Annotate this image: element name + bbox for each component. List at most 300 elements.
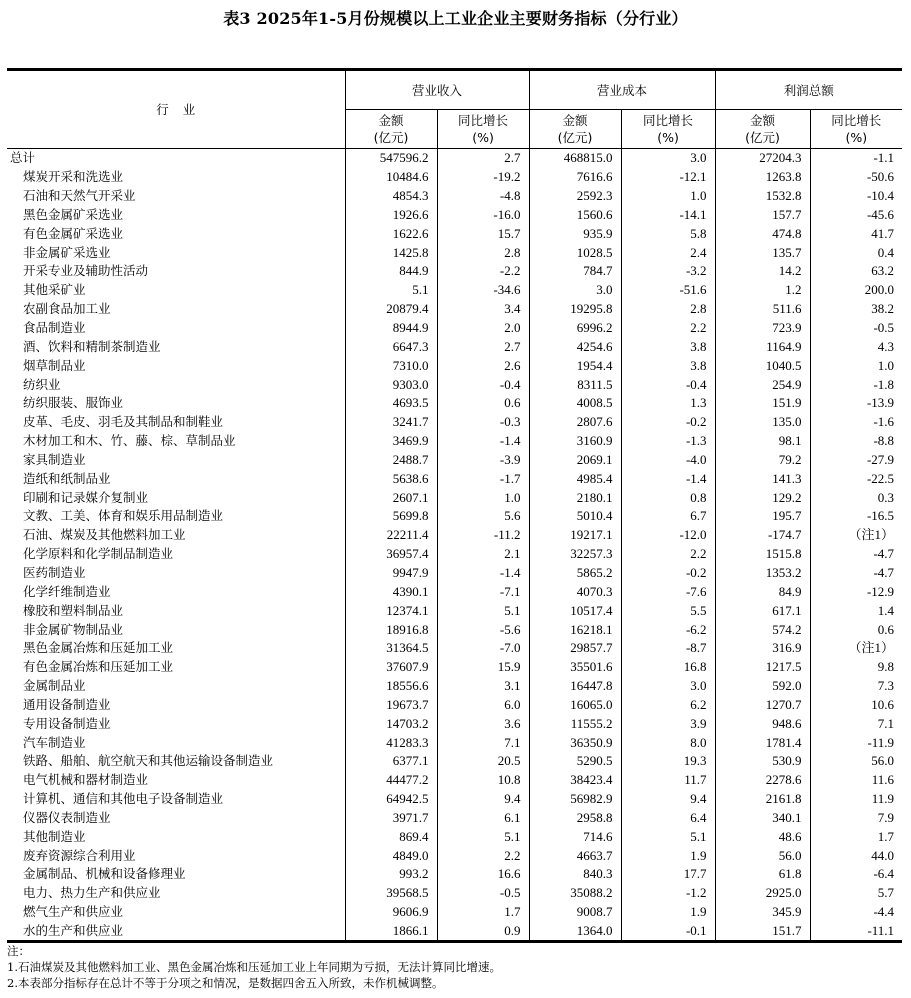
revenue-amount-cell: 5.1 [345,281,437,300]
revenue-growth-cell: 2.1 [437,545,529,564]
revenue-growth-cell: 5.6 [437,507,529,526]
cost-amount-cell: 1364.0 [529,922,621,942]
industry-name: 计算机、通信和其他电子设备制造业 [23,791,224,807]
cost-growth-cell: -0.4 [621,375,715,394]
profit-growth-cell: 11.6 [810,771,902,790]
revenue-growth-cell: 2.0 [437,319,529,338]
profit-amount-cell: 195.7 [715,507,810,526]
cost-amount-cell: 5010.4 [529,507,621,526]
table-row [7,582,902,601]
revenue-amount-cell: 8944.9 [345,319,437,338]
revenue-growth-cell: 5.1 [437,827,529,846]
profit-growth-cell: 38.2 [810,300,902,319]
profit-amount-cell: 1270.7 [715,695,810,714]
revenue-amount-cell: 1926.6 [345,206,437,225]
table-row [7,714,902,733]
revenue-amount-cell: 869.4 [345,827,437,846]
table-row [7,375,902,394]
table-row [7,620,902,639]
profit-amount-cell: 1353.2 [715,564,810,583]
cost-amount-cell: 1028.5 [529,243,621,262]
profit-amount-cell: 79.2 [715,451,810,470]
profit-amount-cell: 84.9 [715,582,810,601]
revenue-amount-cell: 1866.1 [345,922,437,942]
cost-growth-cell: 3.0 [621,677,715,696]
profit-amount-cell: 151.9 [715,394,810,413]
industry-name: 化学原料和化学制品制造业 [23,546,174,562]
revenue-amount-cell: 4849.0 [345,846,437,865]
revenue-amount-cell: 20879.4 [345,300,437,319]
profit-growth-cell: -10.4 [810,187,902,206]
revenue-amount-cell: 1622.6 [345,224,437,243]
industry-name: 铁路、船舶、航空航天和其他运输设备制造业 [23,753,274,769]
table-row [7,752,902,771]
profit-growth-cell: 63.2 [810,262,902,281]
industry-name: 黑色金属矿采选业 [23,206,124,222]
profit-growth-cell: 44.0 [810,846,902,865]
cost-growth-cell: -12.1 [621,168,715,187]
table-body [7,149,902,942]
cost-growth-cell: -12.0 [621,526,715,545]
cost-amount-cell: 5290.5 [529,752,621,771]
profit-amount-cell: 157.7 [715,206,810,225]
profit-growth-cell: 4.3 [810,337,902,356]
cost-growth-cell: 2.8 [621,300,715,319]
table-row [7,432,902,451]
cost-amount-cell: 16065.0 [529,695,621,714]
profit-amount-cell: 1781.4 [715,733,810,752]
industry-name: 化学纤维制造业 [23,583,111,599]
cost-amount-cell: 10517.4 [529,601,621,620]
table-row [7,601,902,620]
note-2: 2.本表部分指标存在总计不等于分项之和情况，是数据四舍五入所致，未作机械调整。 [7,976,444,990]
cost-growth-cell: -1.4 [621,469,715,488]
cost-growth-cell: 0.8 [621,488,715,507]
cost-growth-cell: -1.3 [621,432,715,451]
table-row [7,695,902,714]
revenue-growth-cell: 1.7 [437,903,529,922]
profit-amount-cell: 617.1 [715,601,810,620]
cost-growth-cell: -3.2 [621,262,715,281]
table-row [7,790,902,809]
profit-amount-cell: 2925.0 [715,884,810,903]
profit-growth-cell: -4.7 [810,564,902,583]
profit-growth-cell: -11.9 [810,733,902,752]
revenue-amount-cell: 3971.7 [345,809,437,828]
revenue-amount-cell: 5699.8 [345,507,437,526]
revenue-amount-cell: 4390.1 [345,582,437,601]
profit-amount-cell: 1515.8 [715,545,810,564]
cost-growth-cell: 6.7 [621,507,715,526]
cost-amount-cell: 8311.5 [529,375,621,394]
industry-name: 橡胶和塑料制品业 [23,602,124,618]
cost-amount-cell: 840.3 [529,865,621,884]
revenue-growth-cell: -5.6 [437,620,529,639]
profit-amount-cell: 1217.5 [715,658,810,677]
cost-amount-cell: 38423.4 [529,771,621,790]
profit-amount-cell: 723.9 [715,319,810,338]
cost-growth-cell: -4.0 [621,451,715,470]
cost-amount-cell: 11555.2 [529,714,621,733]
revenue-growth-cell: 7.1 [437,733,529,752]
profit-amount-cell: 129.2 [715,488,810,507]
cost-amount-cell: 714.6 [529,827,621,846]
revenue-growth-cell: -3.9 [437,451,529,470]
industry-name: 石油、煤炭及其他燃料加工业 [23,527,186,543]
profit-growth-cell: -0.5 [810,319,902,338]
industry-name: 金属制品、机械和设备修理业 [23,866,186,882]
profit-growth-cell: -1.8 [810,375,902,394]
revenue-growth-cell: -1.7 [437,469,529,488]
table-row [7,168,902,187]
table-row [7,545,902,564]
cost-growth-cell: -6.2 [621,620,715,639]
cost-amount-cell: 9008.7 [529,903,621,922]
cost-amount-cell: 35088.2 [529,884,621,903]
revenue-amount-cell: 5638.6 [345,469,437,488]
cost-growth-cell: 2.4 [621,243,715,262]
industry-name: 造纸和纸制品业 [23,470,111,486]
revenue-amount-cell: 18556.6 [345,677,437,696]
cost-growth-cell: -8.7 [621,639,715,658]
cost-amount-cell: 468815.0 [529,149,621,168]
revenue-growth-cell: 2.2 [437,846,529,865]
profit-amount-cell: 340.1 [715,809,810,828]
table-row [7,469,902,488]
revenue-growth-cell: 2.7 [437,149,529,168]
profit-amount-cell: 135.0 [715,413,810,432]
revenue-growth-cell: -0.4 [437,375,529,394]
table-row [7,187,902,206]
note-1: 1.石油煤炭及其他燃料加工业、黑色金属冶炼和压延加工业上年同期为亏损，无法计算同比增速。 [7,960,501,974]
industry-name: 开采专业及辅助性活动 [23,263,149,279]
cost-amount-cell: 6996.2 [529,319,621,338]
profit-amount-cell: 1040.5 [715,356,810,375]
table-row [7,300,902,319]
cost-amount-cell: 2958.8 [529,809,621,828]
revenue-amount-cell: 4693.5 [345,394,437,413]
cost-amount-cell: 36350.9 [529,733,621,752]
profit-amount-cell: 316.9 [715,639,810,658]
revenue-growth-cell: 3.1 [437,677,529,696]
table-row [7,281,902,300]
revenue-growth-cell: 10.8 [437,771,529,790]
table-row [7,922,902,942]
revenue-growth-cell: 1.0 [437,488,529,507]
revenue-growth-cell: -2.2 [437,262,529,281]
cost-amount-cell: 3.0 [529,281,621,300]
profit-amount-cell: 2278.6 [715,771,810,790]
table-row [7,639,902,658]
industry-name: 总计 [10,150,36,166]
profit-amount-cell: 948.6 [715,714,810,733]
profit-growth-cell: 7.1 [810,714,902,733]
table-row [7,262,902,281]
revenue-growth-cell: 16.6 [437,865,529,884]
table-row [7,488,902,507]
table-row [7,337,902,356]
cost-growth-cell: 11.7 [621,771,715,790]
cost-growth-cell: 19.3 [621,752,715,771]
profit-growth-cell: 10.6 [810,695,902,714]
revenue-amount-cell: 6377.1 [345,752,437,771]
revenue-growth-cell: -4.8 [437,187,529,206]
industry-name: 纺织服装、服饰业 [23,395,124,411]
cost-growth-cell: 2.2 [621,319,715,338]
revenue-amount-cell: 22211.4 [345,526,437,545]
cost-amount-cell: 1560.6 [529,206,621,225]
revenue-amount-cell: 19673.7 [345,695,437,714]
cost-amount-cell: 4254.6 [529,337,621,356]
industry-name: 专用设备制造业 [23,715,111,731]
header-cost-growth: 同比增长 (%) [621,110,715,149]
profit-amount-cell: 135.7 [715,243,810,262]
cost-growth-cell: 1.9 [621,903,715,922]
cost-growth-cell: 3.9 [621,714,715,733]
revenue-amount-cell: 3469.9 [345,432,437,451]
industry-name: 非金属矿物制品业 [23,621,124,637]
profit-amount-cell: 151.7 [715,922,810,942]
profit-growth-cell: 200.0 [810,281,902,300]
revenue-growth-cell: -1.4 [437,564,529,583]
revenue-amount-cell: 844.9 [345,262,437,281]
industry-name: 烟草制品业 [23,357,86,373]
profit-amount-cell: 574.2 [715,620,810,639]
cost-growth-cell: -51.6 [621,281,715,300]
revenue-growth-cell: 6.0 [437,695,529,714]
header-revenue: 营业收入 [345,70,529,110]
revenue-growth-cell: -7.0 [437,639,529,658]
header-profit-growth: 同比增长 (%) [810,110,902,149]
profit-growth-cell: -4.7 [810,545,902,564]
cost-growth-cell: 5.5 [621,601,715,620]
revenue-amount-cell: 2488.7 [345,451,437,470]
revenue-amount-cell: 31364.5 [345,639,437,658]
header-revenue-growth: 同比增长 (%) [437,110,529,149]
profit-amount-cell: 56.0 [715,846,810,865]
revenue-growth-cell: 2.6 [437,356,529,375]
industry-name: 农副食品加工业 [23,301,111,317]
table-row [7,771,902,790]
table-row [7,394,902,413]
revenue-amount-cell: 3241.7 [345,413,437,432]
cost-growth-cell: 8.0 [621,733,715,752]
profit-growth-cell: -4.4 [810,903,902,922]
revenue-growth-cell: -7.1 [437,582,529,601]
profit-growth-cell: -1.6 [810,413,902,432]
cost-amount-cell: 16218.1 [529,620,621,639]
revenue-growth-cell: -16.0 [437,206,529,225]
cost-growth-cell: -1.2 [621,884,715,903]
profit-amount-cell: 1.2 [715,281,810,300]
revenue-amount-cell: 41283.3 [345,733,437,752]
header-cost: 营业成本 [529,70,715,110]
profit-amount-cell: 1164.9 [715,337,810,356]
cost-amount-cell: 2069.1 [529,451,621,470]
cost-amount-cell: 935.9 [529,224,621,243]
table-row [7,846,902,865]
industry-name: 电气机械和器材制造业 [23,772,149,788]
profit-amount-cell: 27204.3 [715,149,810,168]
profit-amount-cell: 1263.8 [715,168,810,187]
revenue-amount-cell: 37607.9 [345,658,437,677]
revenue-growth-cell: 0.9 [437,922,529,942]
revenue-growth-cell: 2.7 [437,337,529,356]
table-row [7,733,902,752]
cost-growth-cell: 17.7 [621,865,715,884]
cost-amount-cell: 2807.6 [529,413,621,432]
cost-growth-cell: 1.3 [621,394,715,413]
industry-name: 黑色金属冶炼和压延加工业 [23,640,174,656]
profit-growth-cell: 5.7 [810,884,902,903]
header-cost-amount: 金额 (亿元) [529,110,621,149]
industry-name: 非金属矿采选业 [23,244,111,260]
profit-growth-cell: -12.9 [810,582,902,601]
header-profit-amount: 金额 (亿元) [715,110,810,149]
footnotes [7,943,501,991]
industry-name: 汽车制造业 [23,734,86,750]
cost-growth-cell: 1.9 [621,846,715,865]
revenue-amount-cell: 4854.3 [345,187,437,206]
revenue-amount-cell: 64942.5 [345,790,437,809]
cost-growth-cell: -0.2 [621,564,715,583]
profit-growth-cell: -6.4 [810,865,902,884]
header-profit: 利润总额 [715,70,902,110]
revenue-growth-cell: 3.4 [437,300,529,319]
cost-growth-cell: 16.8 [621,658,715,677]
cost-growth-cell: -0.1 [621,922,715,942]
profit-growth-cell: -16.5 [810,507,902,526]
profit-amount-cell: 141.3 [715,469,810,488]
revenue-amount-cell: 547596.2 [345,149,437,168]
industry-name: 文教、工美、体育和娱乐用品制造业 [23,508,224,524]
industry-name: 煤炭开采和洗选业 [23,169,124,185]
cost-amount-cell: 1954.4 [529,356,621,375]
revenue-growth-cell: 3.6 [437,714,529,733]
industry-name: 通用设备制造业 [23,696,111,712]
table-row [7,903,902,922]
revenue-amount-cell: 44477.2 [345,771,437,790]
revenue-growth-cell: -34.6 [437,281,529,300]
table-row [7,658,902,677]
industry-name: 仪器仪表制造业 [23,809,111,825]
revenue-growth-cell: 15.7 [437,224,529,243]
profit-growth-cell: 7.9 [810,809,902,828]
financial-indicators-table [7,68,902,943]
revenue-amount-cell: 10484.6 [345,168,437,187]
profit-growth-cell: 1.7 [810,827,902,846]
revenue-amount-cell: 6647.3 [345,337,437,356]
profit-growth-cell: -13.9 [810,394,902,413]
revenue-amount-cell: 9947.9 [345,564,437,583]
industry-name: 石油和天然气开采业 [23,188,136,204]
industry-name: 电力、热力生产和供应业 [23,885,161,901]
cost-growth-cell: 6.2 [621,695,715,714]
profit-growth-cell: （注1） [810,526,902,545]
cost-amount-cell: 19295.8 [529,300,621,319]
industry-name: 其他制造业 [23,828,86,844]
table-row-total [7,149,902,168]
table-row [7,206,902,225]
cost-amount-cell: 5865.2 [529,564,621,583]
cost-amount-cell: 16447.8 [529,677,621,696]
industry-name: 金属制品业 [23,678,86,694]
profit-amount-cell: 592.0 [715,677,810,696]
revenue-amount-cell: 12374.1 [345,601,437,620]
profit-growth-cell: -8.8 [810,432,902,451]
profit-growth-cell: 0.6 [810,620,902,639]
industry-name: 有色金属冶炼和压延加工业 [23,659,174,675]
revenue-growth-cell: 2.8 [437,243,529,262]
profit-amount-cell: 14.2 [715,262,810,281]
profit-growth-cell: 1.4 [810,601,902,620]
industry-name: 其他采矿业 [23,282,86,298]
revenue-amount-cell: 9303.0 [345,375,437,394]
table-row [7,243,902,262]
cost-growth-cell: -7.6 [621,582,715,601]
revenue-amount-cell: 993.2 [345,865,437,884]
cost-amount-cell: 35501.6 [529,658,621,677]
table-row [7,319,902,338]
profit-growth-cell: -27.9 [810,451,902,470]
table-row [7,224,902,243]
profit-growth-cell: 1.0 [810,356,902,375]
industry-name: 印刷和记录媒介复制业 [23,489,149,505]
revenue-growth-cell: 20.5 [437,752,529,771]
industry-name: 纺织业 [23,376,61,392]
revenue-growth-cell: 9.4 [437,790,529,809]
profit-growth-cell: -1.1 [810,149,902,168]
header-industry: 行业 [7,70,345,149]
industry-name: 木材加工和木、竹、藤、棕、草制品业 [23,433,236,449]
profit-growth-cell: 0.3 [810,488,902,507]
industry-name: 皮革、毛皮、羽毛及其制品和制鞋业 [23,414,224,430]
cost-amount-cell: 32257.3 [529,545,621,564]
table-row [7,884,902,903]
cost-growth-cell: 5.8 [621,224,715,243]
table-row [7,526,902,545]
cost-amount-cell: 3160.9 [529,432,621,451]
profit-growth-cell: 9.8 [810,658,902,677]
profit-amount-cell: 1532.8 [715,187,810,206]
cost-amount-cell: 4070.3 [529,582,621,601]
industry-name: 家具制造业 [23,451,86,467]
cost-growth-cell: 1.0 [621,187,715,206]
cost-amount-cell: 2180.1 [529,488,621,507]
cost-amount-cell: 4985.4 [529,469,621,488]
table-row [7,865,902,884]
revenue-growth-cell: -0.3 [437,413,529,432]
revenue-growth-cell: -1.4 [437,432,529,451]
industry-name: 废弃资源综合利用业 [23,847,136,863]
revenue-growth-cell: 0.6 [437,394,529,413]
cost-amount-cell: 19217.1 [529,526,621,545]
revenue-amount-cell: 1425.8 [345,243,437,262]
profit-growth-cell: 11.9 [810,790,902,809]
profit-growth-cell: 56.0 [810,752,902,771]
profit-growth-cell: -11.1 [810,922,902,942]
table-title: 表3 2025年1-5月份规模以上工业企业主要财务指标（分行业） [223,9,688,28]
profit-amount-cell: 48.6 [715,827,810,846]
revenue-amount-cell: 14703.2 [345,714,437,733]
profit-growth-cell: 7.3 [810,677,902,696]
revenue-growth-cell: 6.1 [437,809,529,828]
profit-growth-cell: -45.6 [810,206,902,225]
cost-amount-cell: 7616.6 [529,168,621,187]
revenue-growth-cell: 15.9 [437,658,529,677]
profit-amount-cell: 254.9 [715,375,810,394]
cost-amount-cell: 29857.7 [529,639,621,658]
